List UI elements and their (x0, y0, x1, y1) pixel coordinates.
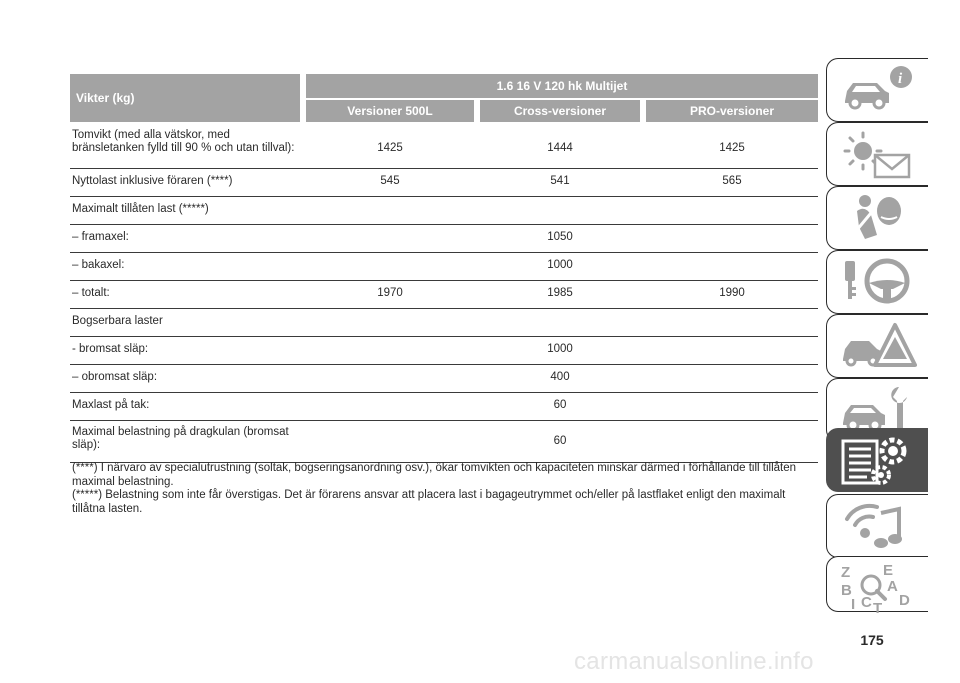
index-letter: D (899, 592, 910, 609)
table-row (70, 197, 818, 225)
tab-multimedia[interactable] (826, 494, 928, 558)
tab-emergency[interactable] (826, 314, 928, 378)
row-label: - bromsat släp: (72, 343, 149, 355)
row-label: Maximalt tillåten last (*****) (72, 203, 209, 215)
cell-value: 1425 (719, 142, 745, 154)
index-letter: T (873, 600, 883, 613)
cell-value: 1050 (547, 231, 573, 243)
row-label: – obromsat släp: (72, 371, 158, 383)
cell-value: 1985 (547, 287, 573, 299)
cell-value: 60 (553, 435, 567, 447)
table-row (70, 365, 818, 393)
row-label: Maxlast på tak: (72, 399, 150, 411)
table-row (70, 421, 818, 463)
cell-value: 1000 (547, 259, 573, 271)
cell-value: 1970 (377, 287, 403, 299)
header-col-500l: Versioner 500L (306, 100, 474, 122)
row-label: Bogserbara laster (72, 315, 163, 327)
cell-value: 60 (553, 399, 567, 411)
row-label: – bakaxel: (72, 259, 125, 271)
car-info-icon (837, 63, 917, 119)
table-row (70, 169, 818, 197)
index-letter: C (861, 594, 872, 611)
cell-value: 1425 (377, 142, 403, 154)
index-letter: B (841, 582, 852, 599)
cell-value: 400 (550, 371, 570, 383)
table-row (70, 393, 818, 421)
table-row (70, 225, 818, 253)
table-row (70, 253, 818, 281)
row-label: Maximal belastning på dragkulan (bromsat släp): (72, 426, 289, 451)
airbag-safety-icon (837, 191, 917, 247)
row-label: – framaxel: (72, 231, 129, 243)
tab-car-info[interactable] (826, 58, 928, 122)
row-label: Nyttolast inklusive föraren (****) (72, 175, 233, 187)
index-letter: E (883, 562, 894, 579)
header-col-pro: PRO-versioner (646, 100, 818, 122)
car-accident-icon (837, 319, 917, 375)
header-engine: 1.6 16 V 120 hk Multijet (306, 74, 818, 98)
alphabetical-index-icon (837, 561, 917, 613)
cell-value: 1990 (719, 287, 745, 299)
table-row (70, 309, 818, 337)
index-letter: Z (841, 564, 851, 581)
page-number: 175 (860, 632, 884, 648)
tab-safety[interactable] (826, 186, 928, 250)
tab-starting-driving[interactable] (826, 250, 928, 314)
cell-value: 545 (380, 175, 400, 187)
row-label: Tomvikt (med alla vätskor, med bränsletanken fylld till 90 % och utan tillval): (72, 129, 295, 154)
weights-table (70, 74, 818, 463)
tab-technical-data[interactable] (826, 428, 928, 492)
footnotes (72, 462, 817, 516)
cell-value: 541 (550, 175, 570, 187)
footnote: (****) I närvaro av specialutrustning (soltak, bogseringsanordning osv.), ökar tomvikten och kapaciteten minskar därmed i förhållande till tillåten maximal belastning. (72, 462, 797, 488)
technical-data-icon (837, 433, 917, 489)
warning-lights-icon (837, 127, 917, 183)
tab-warning-lights[interactable] (826, 122, 928, 186)
cell-value: 565 (722, 175, 742, 187)
cell-value: 1000 (547, 343, 573, 355)
table-row (70, 337, 818, 365)
cell-value: 1444 (547, 142, 573, 154)
multimedia-icon (837, 499, 917, 555)
svg-text:i: i (898, 71, 903, 87)
header-weights: Vikter (kg) (70, 74, 300, 122)
key-steering-wheel-icon (837, 255, 917, 311)
table-row (70, 122, 818, 169)
tab-alphabetical-index[interactable] (826, 556, 928, 612)
header-col-cross: Cross-versioner (480, 100, 640, 122)
index-letter: A (887, 578, 898, 595)
watermark: carmanualsonline.info (574, 648, 814, 675)
footnote: (*****) Belastning som inte får överstigas. Det är förarens ansvar att placera last i bagageutrymmet och/eller på lastflaket enligt den maximalt tillåtna lasten. (72, 489, 786, 515)
row-label: – totalt: (72, 287, 110, 299)
table-row (70, 281, 818, 309)
table-header (70, 74, 818, 122)
index-letter: I (851, 596, 856, 613)
